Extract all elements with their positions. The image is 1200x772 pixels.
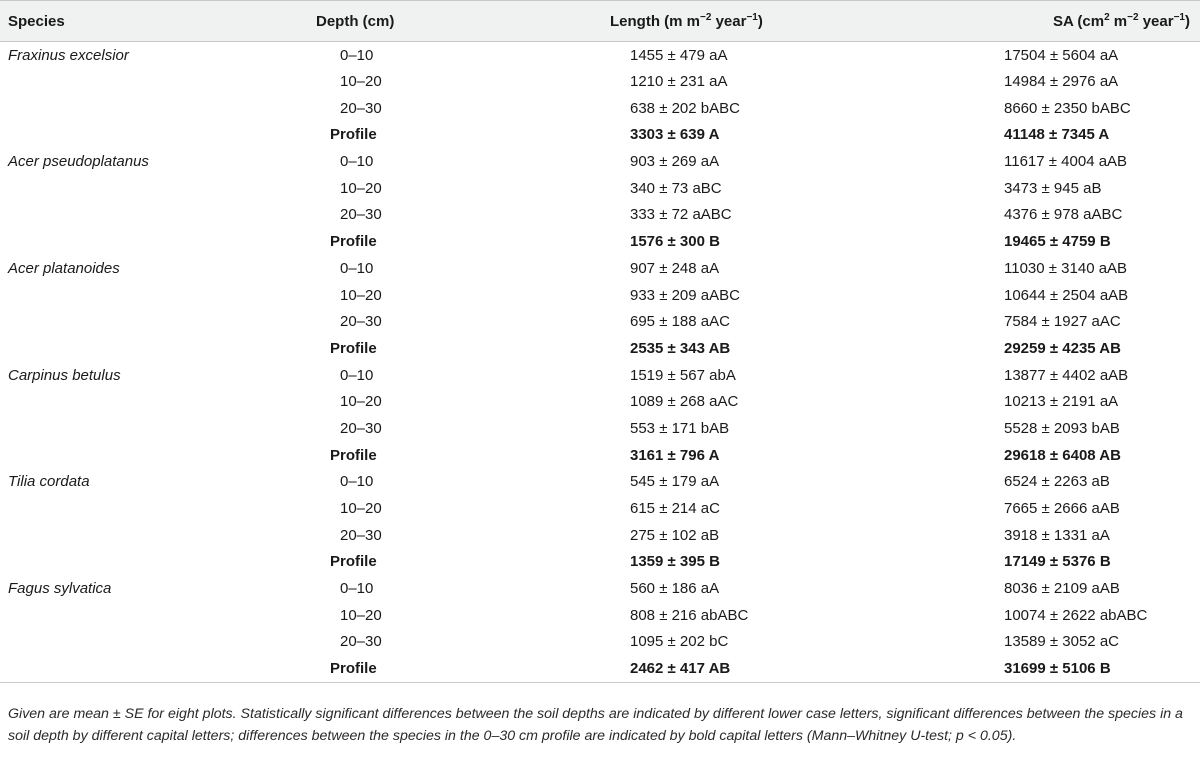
cell-length: 1210 ± 231 aA — [630, 73, 728, 91]
cell-depth: Profile — [330, 659, 377, 677]
cell-depth: Profile — [330, 233, 377, 251]
table-row — [0, 68, 1200, 95]
cell-species — [0, 122, 316, 149]
cell-length: 1519 ± 567 abA — [630, 366, 736, 384]
cell-sa: 11617 ± 4004 aAB — [1004, 153, 1128, 171]
cell-length: 2535 ± 343 AB — [630, 339, 731, 357]
cell-length: 3303 ± 639 A — [630, 126, 720, 144]
cell-species — [0, 522, 316, 549]
cell-sa: 8036 ± 2109 aAB — [1004, 580, 1120, 598]
cell-sa: 10074 ± 2622 abABC — [1004, 606, 1148, 624]
cell-species — [0, 549, 316, 576]
cell-sa: 17149 ± 5376 B — [1004, 553, 1111, 571]
cell-species: Tilia cordata — [8, 473, 90, 491]
header-sa-sup3: −1 — [1173, 11, 1185, 23]
header-sa-sup2: −2 — [1127, 11, 1139, 23]
cell-depth: Profile — [330, 553, 377, 571]
cell-depth: 0–10 — [340, 473, 374, 491]
cell-species — [0, 442, 316, 469]
header-length-sup1: −2 — [700, 11, 712, 23]
cell-sa: 10213 ± 2191 aA — [1004, 393, 1119, 411]
cell-species — [0, 228, 316, 255]
table-row — [0, 362, 1200, 389]
cell-depth: 10–20 — [340, 179, 382, 197]
header-length-post: ) — [757, 12, 763, 30]
cell-depth: 10–20 — [340, 73, 382, 91]
cell-length: 808 ± 216 abABC — [630, 606, 749, 624]
cell-depth: 20–30 — [340, 633, 382, 651]
cell-species — [0, 335, 316, 362]
table-row-profile — [0, 442, 1200, 469]
table-footnote: Given are mean ± SE for eight plots. Statistically significant differences between the soil depths are indicated by different lower case letters, significant differences between the species in a soil depth by different capital letters; differences between the species in the 0–30 cm profile are indicated by bold capital letters (Mann–Whitney U-test; p < 0.05). — [8, 706, 1183, 744]
cell-sa: 7665 ± 2666 aAB — [1004, 500, 1120, 518]
table-row — [0, 282, 1200, 309]
cell-depth: 10–20 — [340, 500, 382, 518]
cell-length: 1576 ± 300 B — [630, 233, 720, 251]
cell-length: 907 ± 248 aA — [630, 259, 720, 277]
cell-species — [0, 95, 316, 122]
cell-depth: 0–10 — [340, 153, 374, 171]
cell-depth: 20–30 — [340, 526, 382, 544]
cell-sa: 4376 ± 978 aABC — [1004, 206, 1123, 224]
cell-species — [0, 175, 316, 202]
table-row — [0, 602, 1200, 629]
cell-species — [0, 202, 316, 229]
table-row-profile — [0, 122, 1200, 149]
table-row — [0, 495, 1200, 522]
header-depth: Depth (cm) — [316, 12, 395, 30]
cell-sa: 29259 ± 4235 AB — [1004, 339, 1121, 357]
cell-species — [0, 68, 316, 95]
header-length — [608, 1, 908, 42]
cell-sa: 29618 ± 6408 AB — [1004, 446, 1121, 464]
cell-length: 275 ± 102 aB — [630, 526, 720, 544]
table-row-profile — [0, 228, 1200, 255]
cell-depth: 20–30 — [340, 99, 382, 117]
cell-sa: 5528 ± 2093 bAB — [1004, 419, 1120, 437]
table-row — [0, 175, 1200, 202]
cell-length: 553 ± 171 bAB — [630, 419, 730, 437]
table-row — [0, 575, 1200, 602]
cell-species: Carpinus betulus — [8, 366, 121, 384]
cell-length: 933 ± 209 aABC — [630, 286, 740, 304]
header-length-sup2: −1 — [746, 11, 758, 23]
cell-species — [0, 655, 316, 682]
cell-depth: 0–10 — [340, 580, 374, 598]
cell-sa: 6524 ± 2263 aB — [1004, 473, 1110, 491]
table-row-profile — [0, 549, 1200, 576]
cell-sa: 11030 ± 3140 aAB — [1004, 259, 1128, 277]
cell-sa: 14984 ± 2976 aA — [1004, 73, 1119, 91]
table-row — [0, 388, 1200, 415]
table-row — [0, 415, 1200, 442]
cell-sa: 19465 ± 4759 B — [1004, 233, 1111, 251]
cell-length: 695 ± 188 aAC — [630, 313, 730, 331]
table-header — [0, 1, 1200, 42]
cell-length: 340 ± 73 aBC — [630, 179, 722, 197]
cell-length: 545 ± 179 aA — [630, 473, 720, 491]
cell-depth: 0–10 — [340, 46, 374, 64]
table-row — [0, 42, 1200, 69]
cell-depth: Profile — [330, 446, 377, 464]
header-sa-sup1: 2 — [1104, 11, 1110, 23]
table-row — [0, 469, 1200, 496]
cell-depth: 20–30 — [340, 419, 382, 437]
cell-length: 638 ± 202 bABC — [630, 99, 740, 117]
header-species: Species — [8, 12, 65, 30]
table-row — [0, 522, 1200, 549]
cell-depth: 0–10 — [340, 366, 374, 384]
cell-species — [0, 282, 316, 309]
cell-length: 1359 ± 395 B — [630, 553, 720, 571]
cell-sa: 7584 ± 1927 aAC — [1004, 313, 1121, 331]
cell-species: Fagus sylvatica — [8, 580, 112, 598]
cell-sa: 10644 ± 2504 aAB — [1004, 286, 1129, 304]
header-row — [0, 1, 1200, 42]
cell-sa: 31699 ± 5106 B — [1004, 659, 1111, 677]
cell-species — [0, 388, 316, 415]
cell-species: Acer pseudoplatanus — [8, 153, 149, 171]
cell-depth: 10–20 — [340, 393, 382, 411]
table-row-profile — [0, 655, 1200, 682]
cell-sa: 13589 ± 3052 aC — [1004, 633, 1119, 651]
table-body — [0, 42, 1200, 683]
header-length-mid: year — [711, 12, 747, 30]
cell-length: 903 ± 269 aA — [630, 153, 720, 171]
cell-depth: Profile — [330, 126, 377, 144]
table-row — [0, 308, 1200, 335]
table-row — [0, 202, 1200, 229]
cell-sa: 41148 ± 7345 A — [1004, 126, 1110, 144]
cell-depth: 10–20 — [340, 606, 382, 624]
cell-depth: 20–30 — [340, 313, 382, 331]
table-row — [0, 95, 1200, 122]
cell-depth: 0–10 — [340, 259, 374, 277]
cell-depth: 10–20 — [340, 286, 382, 304]
header-sa-post: ) — [1185, 12, 1190, 30]
cell-species — [0, 495, 316, 522]
header-sa-pre: SA (cm — [1052, 12, 1105, 30]
header-sa-mid2: year — [1138, 12, 1174, 30]
cell-length: 1089 ± 268 aAC — [630, 393, 739, 411]
cell-length: 2462 ± 417 AB — [630, 659, 731, 677]
table-row — [0, 255, 1200, 282]
cell-length: 615 ± 214 aC — [630, 500, 720, 518]
header-sa-mid1: m — [1109, 12, 1128, 30]
cell-sa: 8660 ± 2350 bABC — [1004, 99, 1131, 117]
cell-length: 1095 ± 202 bC — [630, 633, 729, 651]
cell-length: 333 ± 72 aABC — [630, 206, 732, 224]
header-sa — [908, 1, 1200, 42]
cell-sa: 17504 ± 5604 aA — [1004, 46, 1119, 64]
table-row-profile — [0, 335, 1200, 362]
cell-species — [0, 629, 316, 656]
cell-species — [0, 308, 316, 335]
table-row — [0, 629, 1200, 656]
cell-species: Acer platanoides — [8, 259, 120, 277]
cell-length: 3161 ± 796 A — [630, 446, 720, 464]
cell-sa: 3918 ± 1331 aA — [1004, 526, 1110, 544]
cell-depth: Profile — [330, 339, 377, 357]
cell-length: 1455 ± 479 aA — [630, 46, 728, 64]
cell-sa: 3473 ± 945 aB — [1004, 179, 1102, 197]
cell-species: Fraxinus excelsior — [8, 46, 129, 64]
cell-sa: 13877 ± 4402 aAB — [1004, 366, 1129, 384]
cell-length: 560 ± 186 aA — [630, 580, 720, 598]
table-row — [0, 148, 1200, 175]
cell-species — [0, 415, 316, 442]
header-length-pre: Length (m m — [610, 12, 700, 30]
cell-depth: 20–30 — [340, 206, 382, 224]
cell-species — [0, 602, 316, 629]
